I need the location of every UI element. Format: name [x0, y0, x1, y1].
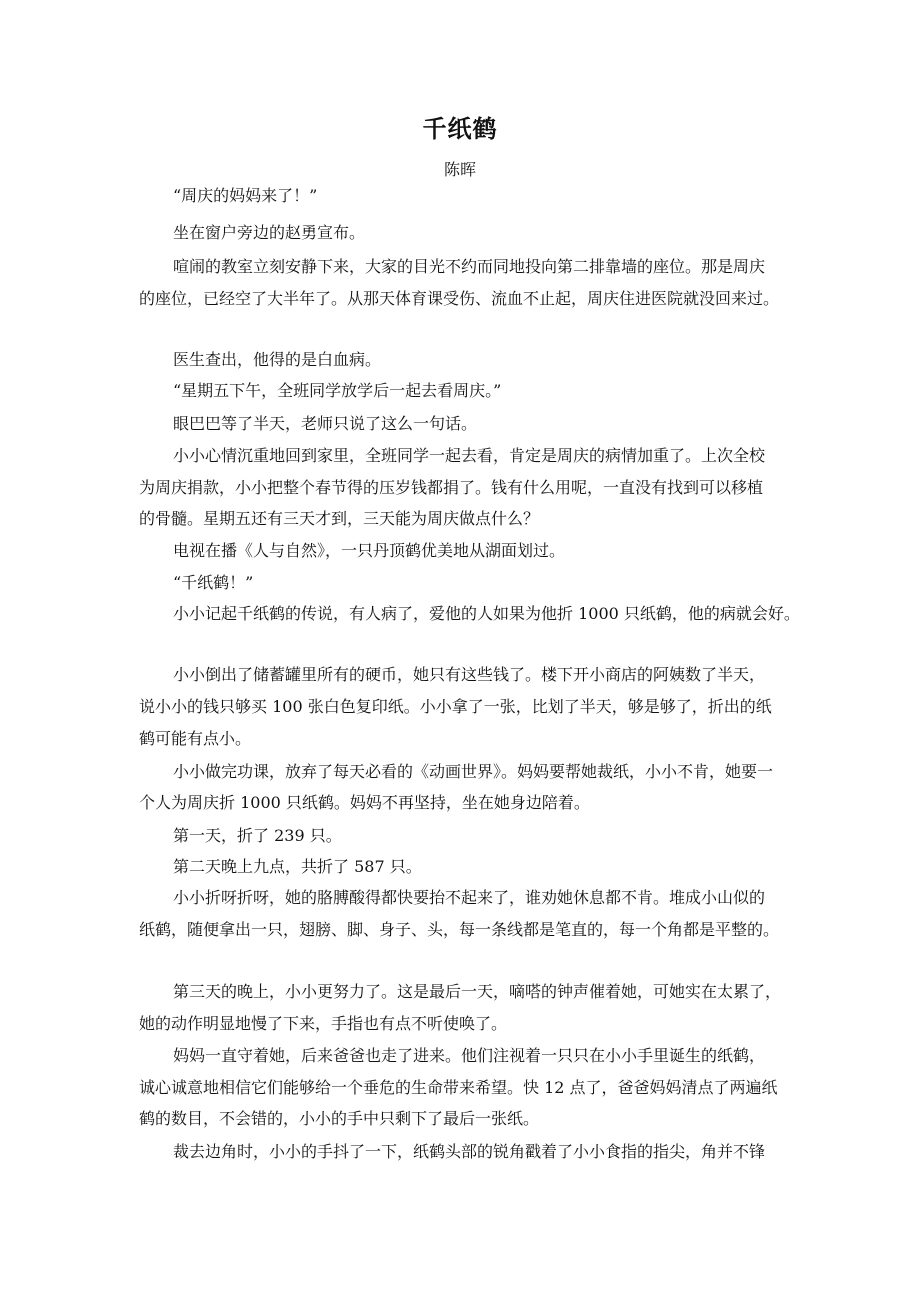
text-line: 小小折呀折呀，她的胳膊酸得都快要抬不起来了，谁劝她休息都不肯。堆成小山似的 [173, 888, 766, 907]
text-line: 第二天晚上九点，共折了 587 只。 [173, 857, 422, 876]
text-line: 小小做完功课，放弃了每天必看的《动画世界》。妈妈要帮她裁纸，小小不肯，她要一 [173, 762, 774, 781]
text-line: 喧闹的教室立刻安静下来，大家的目光不约而同地投向第二排靠墙的座位。那是周庆 [173, 257, 766, 276]
text-line: 个人为周庆折 1000 只纸鹤。妈妈不再坚持，坐在她身边陪着。 [139, 793, 590, 812]
text-line: 电视在播《人与自然》，一只丹顶鹤优美地从湖面划过。 [173, 541, 566, 560]
text-line: 小小心情沉重地回到家里，全班同学一起去看，肯定是周庆的病情加重了。上次全校 [173, 446, 766, 465]
text-line: 妈妈一直守着她，后来爸爸也走了进来。他们注视着一只只在小小手里诞生的纸鹤， [173, 1046, 766, 1065]
text-line: 眼巴巴等了半天，老师只说了这么一句话。 [173, 414, 478, 433]
text-line: 她的动作明显地慢了下来，手指也有点不听使唤了。 [139, 1014, 508, 1033]
text-line: 医生查出，他得的是白血病。 [173, 350, 382, 369]
article-title: 千纸鹤 [422, 115, 498, 143]
text-line: 诚心诚意地相信它们能够给一个垂危的生命带来希望。快 12 点了，爸爸妈妈清点了两遍纸 [139, 1078, 778, 1097]
text-line: 裁去边角时，小小的手抖了一下，纸鹤头部的锐角戳着了小小食指的指尖，角并不锋 [173, 1142, 766, 1161]
text-line: 为周庆捐款，小小把整个春节得的压岁钱都捐了。钱有什么用呢，一直没有找到可以移植 [139, 478, 764, 497]
text-line: 第三天的晚上，小小更努力了。这是最后一天，嘀嗒的钟声催着她，可她实在太累了， [173, 982, 782, 1001]
text-line: “星期五下午，全班同学放学后一起去看周庆。” [173, 381, 502, 400]
text-line: 鹤的数目，不会错的，小小的手中只剩下了最后一张纸。 [139, 1109, 540, 1128]
text-line: 纸鹤，随便拿出一只，翅膀、脚、身子、头，每一条线都是笔直的，每一个角都是平整的。 [139, 920, 780, 939]
text-line: “千纸鹤！” [173, 573, 254, 592]
text-line: 坐在窗户旁边的赵勇宣布。 [173, 223, 366, 242]
article-author: 陈晖 [443, 160, 476, 179]
text-line: 的骨髓。星期五还有三天才到，三天能为周庆做点什么？ [139, 509, 540, 528]
text-line: 小小记起千纸鹤的传说，有人病了，爱他的人如果为他折 1000 只纸鹤，他的病就会好。 [173, 604, 800, 623]
text-line: “周庆的妈妈来了！” [173, 186, 318, 205]
text-line: 的座位，已经空了大半年了。从那天体育课受伤、流血不止起，周庆住进医院就没回来过。 [139, 289, 780, 308]
text-line: 说小小的钱只够买 100 张白色复印纸。小小拿了一张，比划了半天，够是够了，折出的纸 [139, 697, 772, 716]
text-line: 小小倒出了储蓄罐里所有的硬币，她只有这些钱了。楼下开小商店的阿姨数了半天， [173, 665, 766, 684]
text-line: 第一天，折了 239 只。 [173, 826, 342, 845]
text-line: 鹤可能有点小。 [139, 729, 252, 748]
